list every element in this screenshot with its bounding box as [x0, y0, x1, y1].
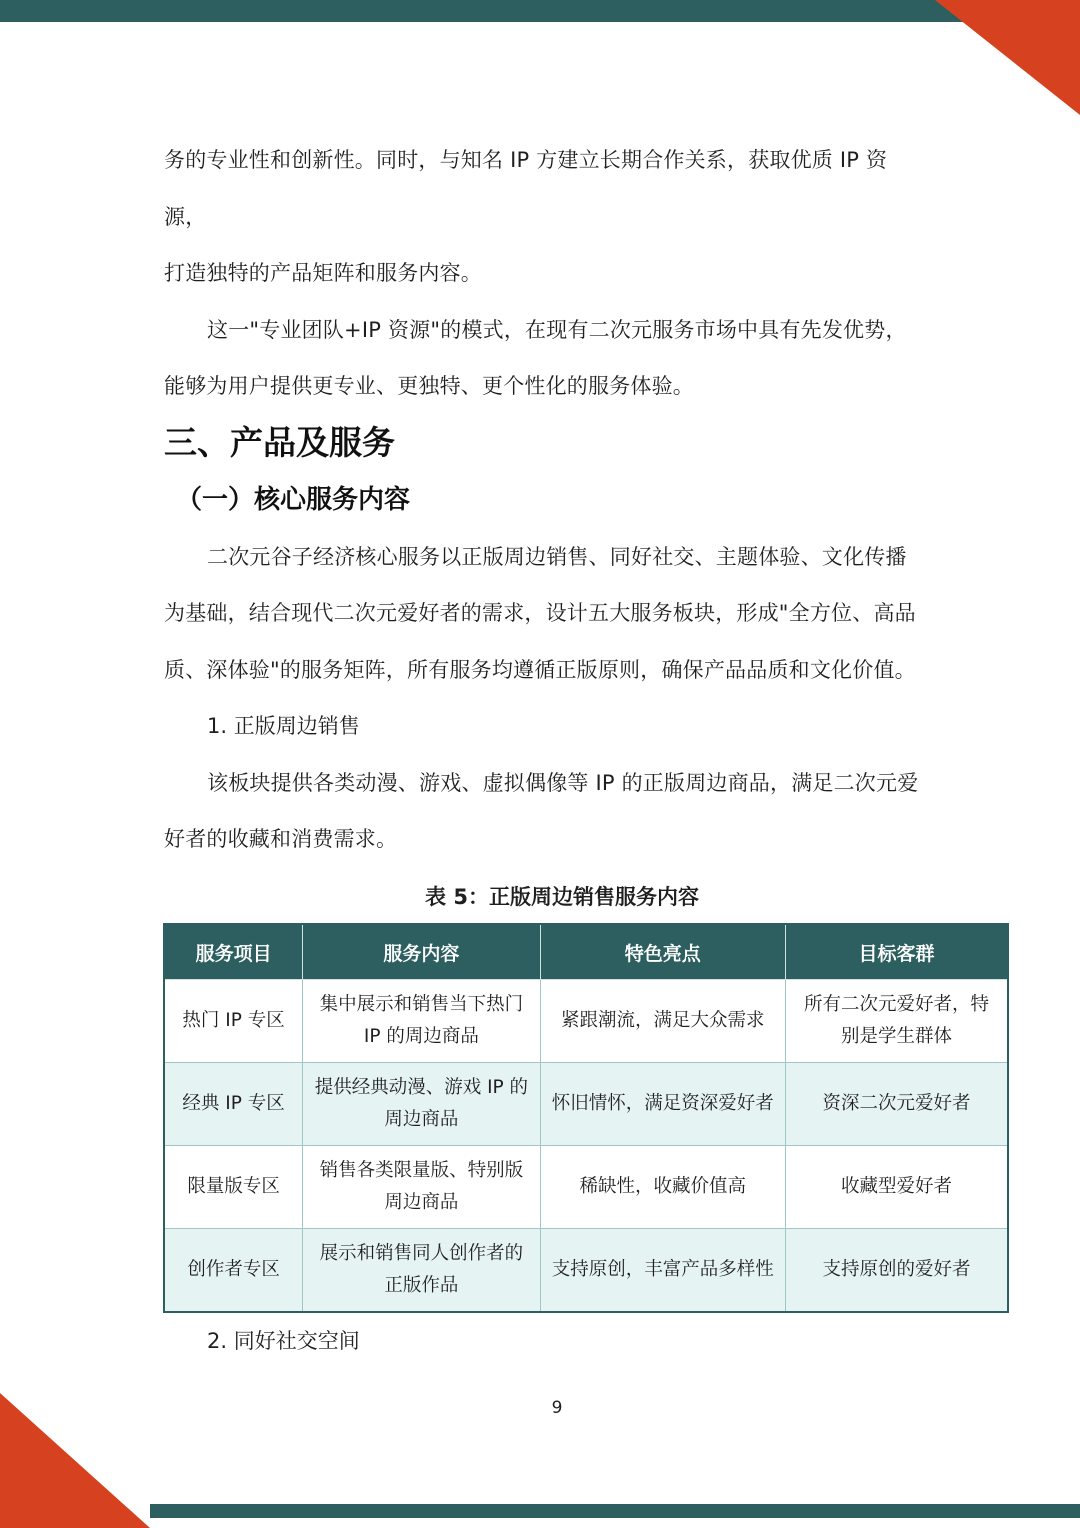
item-title: 1. 正版周边销售	[207, 714, 360, 738]
bottom-decorative-bar	[150, 1504, 1080, 1518]
paragraph: 二次元谷子经济核心服务以正版周边销售、同好社交、主题体验、文化传播为基础，结合现代二次元爱好者的需求，设计五大服务板块，形成"全方位、高品质、深体验"的服务矩阵，所有服务均遵循正版原则，确保产品品质和文化价值。	[164, 544, 916, 682]
table-cell: 创作者专区	[164, 1229, 303, 1313]
top-right-corner-triangle	[935, 0, 1080, 115]
table-cell: 紧跟潮流，满足大众需求	[540, 980, 785, 1063]
table-row	[164, 1229, 1008, 1313]
table-header-row	[164, 924, 1008, 980]
table-cell: 支持原创，丰富产品多样性	[540, 1229, 785, 1313]
item-title: 2. 同好社交空间	[207, 1329, 360, 1353]
table-cell: 集中展示和销售当下热门 IP 的周边商品	[303, 980, 540, 1063]
table-header-cell: 服务内容	[303, 924, 540, 980]
section-heading: 三、产品及服务	[164, 422, 395, 462]
paragraph-line: 务的专业性和创新性。同时，与知名 IP 方建立长期合作关系，获取优质 IP 资源，	[164, 148, 888, 229]
page-number: 9	[551, 1398, 563, 1418]
table-cell: 提供经典动漫、游戏 IP 的周边商品	[303, 1063, 540, 1146]
table-cell: 经典 IP 专区	[164, 1063, 303, 1146]
following-content	[164, 1313, 920, 1370]
table-cell: 所有二次元爱好者，特别是学生群体	[785, 980, 1008, 1063]
table-cell: 销售各类限量版、特别版周边商品	[303, 1146, 540, 1229]
table-cell: 怀旧情怀，满足资深爱好者	[540, 1063, 785, 1146]
paragraph-line: 打造独特的产品矩阵和服务内容。	[164, 261, 482, 285]
paragraph: 这一"专业团队+IP 资源"的模式，在现有二次元服务市场中具有先发优势，能够为用户提供更专业、更独特、更个性化的服务体验。	[164, 317, 907, 398]
table-cell: 资深二次元爱好者	[785, 1063, 1008, 1146]
service-table	[163, 923, 1009, 1313]
table-row	[164, 980, 1008, 1063]
table-caption: 表 5：正版周边销售服务内容	[425, 885, 699, 909]
table-header-cell: 特色亮点	[540, 924, 785, 980]
table-cell: 收藏型爱好者	[785, 1146, 1008, 1229]
main-content	[164, 132, 920, 868]
subsection-heading: （一）核心服务内容	[176, 484, 411, 515]
table-row	[164, 1146, 1008, 1229]
table-header-cell: 目标客群	[785, 924, 1008, 980]
table-header-cell: 服务项目	[164, 924, 303, 980]
table-cell: 展示和销售同人创作者的正版作品	[303, 1229, 540, 1313]
table-row	[164, 1063, 1008, 1146]
table-cell: 稀缺性，收藏价值高	[540, 1146, 785, 1229]
top-decorative-bar	[0, 0, 1080, 22]
table-cell: 支持原创的爱好者	[785, 1229, 1008, 1313]
table-cell: 热门 IP 专区	[164, 980, 303, 1063]
paragraph: 该板块提供各类动漫、游戏、虚拟偶像等 IP 的正版周边商品，满足二次元爱好者的收藏和消费需求。	[164, 770, 919, 851]
table-cell: 限量版专区	[164, 1146, 303, 1229]
